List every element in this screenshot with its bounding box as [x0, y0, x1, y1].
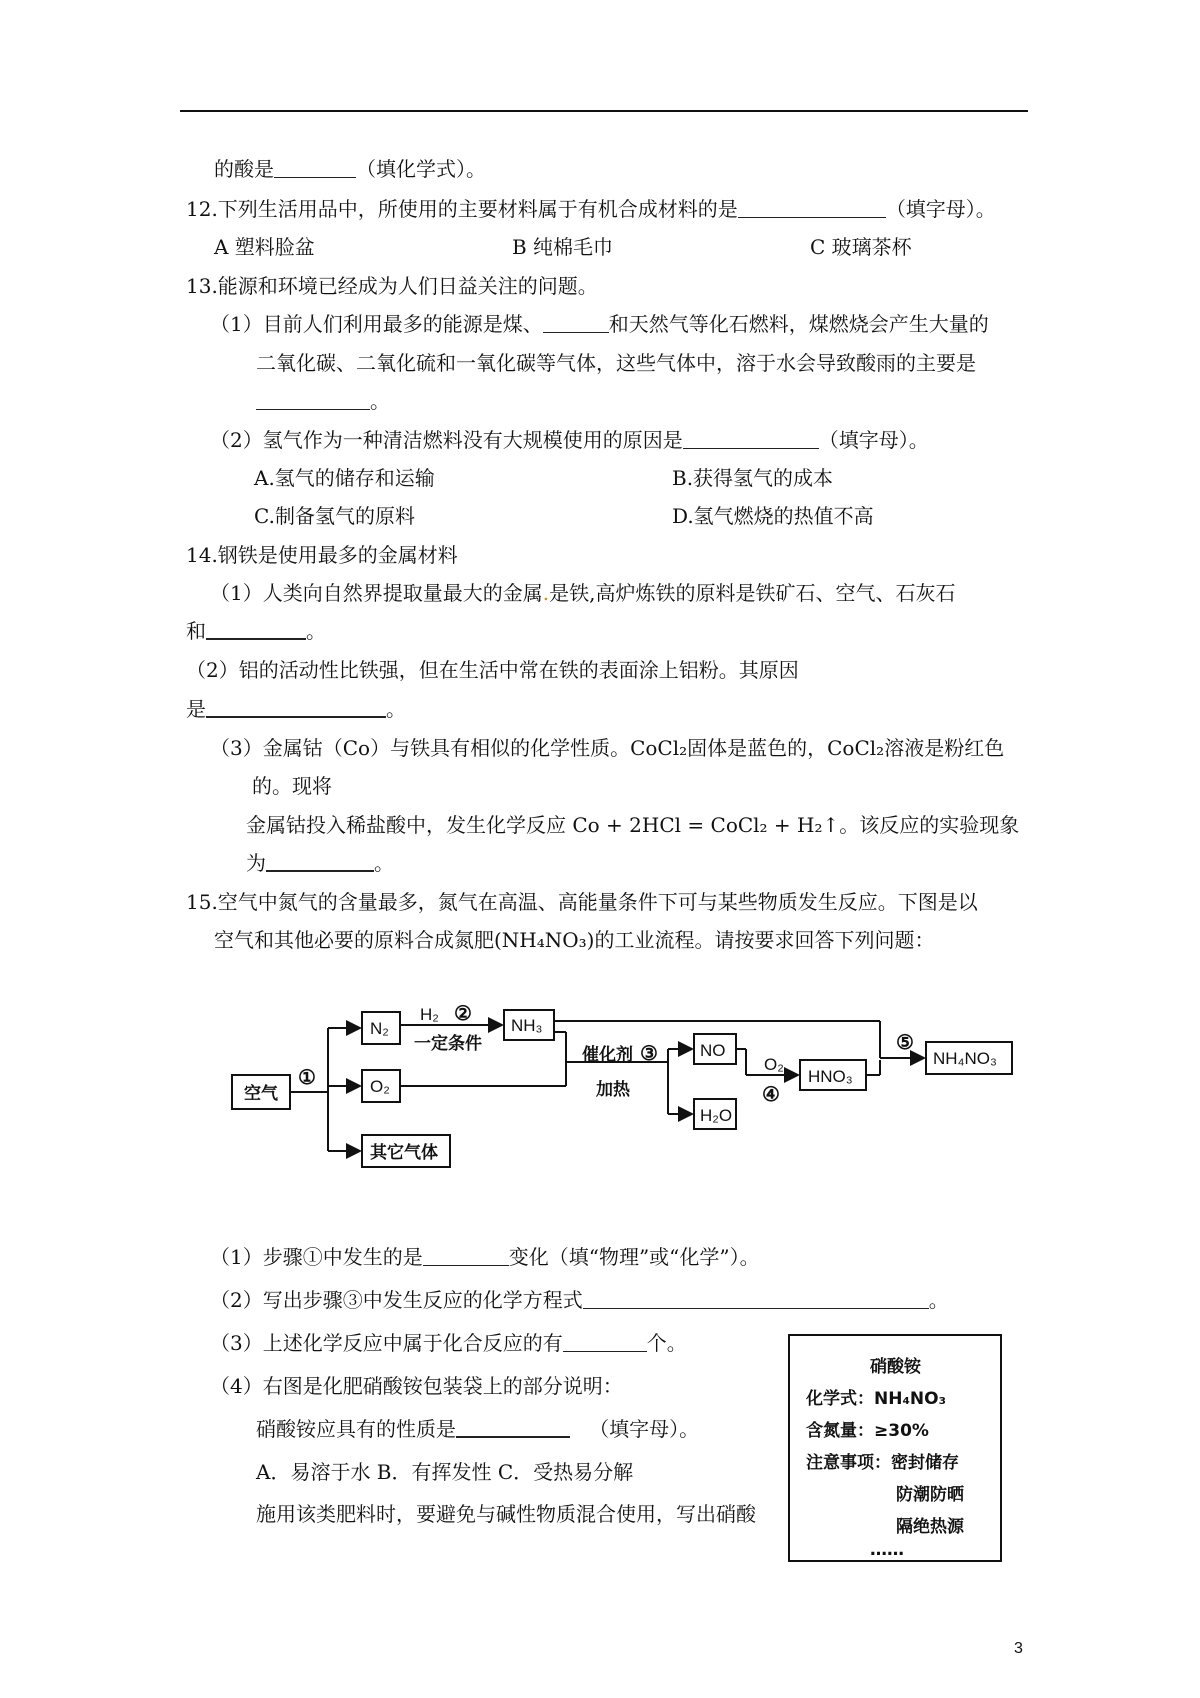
page-number: 3: [1014, 1640, 1023, 1657]
label-notes: 注意事项：密封储存: [806, 1453, 959, 1473]
step-3-label: ③: [640, 1043, 658, 1065]
q13-option-a: A.氢气的储存和运输: [254, 466, 435, 490]
no-label: NO: [700, 1041, 726, 1060]
q14-part3-line2: 的。现将: [252, 774, 332, 798]
question-14: 14.钢铁是使用最多的金属材料: [186, 543, 458, 567]
q14-part2: （2）铝的活动性比铁强，但在生活中常在铁的表面涂上铝粉。其原因: [186, 658, 799, 682]
q15-part4-line4: 施用该类肥料时，要避免与碱性物质混合使用，写出硝酸: [256, 1502, 756, 1526]
q14-part3: （3）金属钴（Co）与铁具有相似的化学性质。CoCl₂固体是蓝色的，CoCl₂溶液是粉红色: [210, 736, 1005, 760]
q12-option-b: B 纯棉毛巾: [512, 235, 614, 259]
air-label: 空气: [244, 1084, 278, 1103]
label-note-2: 防潮防晒: [896, 1485, 964, 1505]
q12-option-c: C 玻璃茶杯: [810, 235, 912, 259]
o2-label: O₂: [370, 1077, 390, 1096]
label-title: 硝酸铵: [870, 1357, 921, 1377]
q15-part2: （2）写出步骤③中发生反应的化学方程式 。: [210, 1288, 949, 1312]
nh3-label: NH₃: [511, 1016, 543, 1035]
label-nitrogen: 含氮量：≥30%: [806, 1421, 929, 1441]
q14-part1-line2: 和 。: [186, 619, 326, 643]
q12-option-a: A 塑料脸盆: [214, 235, 315, 259]
h2-label: H₂: [420, 1005, 439, 1024]
q15-part4-options: A．易溶于水 B．有挥发性 C．受热易分解: [256, 1460, 634, 1484]
question-12: 12.下列生活用品中，所使用的主要材料属于有机合成材料的是 （填字母）。: [186, 197, 996, 221]
q13-part1: （1）目前人们利用最多的能源是煤、 和天然气等化石燃料，煤燃烧会产生大量的: [210, 312, 989, 336]
q15-part4-line2: 硝酸铵应具有的性质是 （填字母）。: [256, 1417, 700, 1441]
step-4-label: ④: [762, 1084, 780, 1106]
q14-part3-line3: 金属钴投入稀盐酸中，发生化学反应 Co + 2HCl = CoCl₂ + H₂↑。该反应的实验现象: [246, 813, 1020, 837]
q15-part4: （4）右图是化肥硝酸铵包装袋上的部分说明：: [210, 1374, 623, 1398]
q15-part3: （3）上述化学反应中属于化合反应的有 个。: [210, 1331, 687, 1355]
line-acid: 的酸是 （填化学式）。: [214, 157, 486, 181]
q13-option-b: B.获得氢气的成本: [672, 466, 834, 490]
q13-option-c: C.制备氢气的原料: [254, 504, 415, 528]
step-5-label: ⑤: [896, 1032, 914, 1054]
question-15: 15.空气中氮气的含量最多，氮气在高温、高能量条件下可与某些物质发生反应。下图是以: [186, 890, 978, 914]
step-1-label: ①: [298, 1067, 316, 1089]
condition-label: 一定条件: [414, 1034, 482, 1053]
q13-option-d: D.氢气燃烧的热值不高: [672, 504, 874, 528]
question-15-line2: 空气和其他必要的原料合成氮肥(NH₄NO₃)的工业流程。请按要求回答下列问题：: [214, 928, 935, 952]
hno3-label: HNO₃: [808, 1067, 853, 1086]
label-more: ……: [870, 1540, 904, 1560]
q13-part1-line3: 。: [256, 388, 390, 414]
q13-part1-line2: 二氧化碳、二氧化硫和一氧化碳等气体，这些气体中，溶于水会导致酸雨的主要是: [256, 351, 976, 375]
step-2-label: ②: [454, 1003, 472, 1025]
catalyst-label: 催化剂: [582, 1045, 633, 1064]
q15-part1: （1）步骤①中发生的是 变化（填“物理”或“化学”）。: [210, 1245, 760, 1269]
h2o-label: H₂O: [700, 1106, 733, 1125]
q14-part2-line2: 是 。: [186, 697, 406, 721]
q14-part3-line4: 为 。: [246, 851, 394, 875]
question-13: 13.能源和环境已经成为人们日益关注的问题。: [186, 274, 598, 298]
n2-label: N₂: [370, 1019, 389, 1038]
heat-label: 加热: [596, 1080, 630, 1099]
fertilizer-label-box: [788, 1334, 1002, 1562]
q14-part1: （1）人类向自然界提取量最大的金属.是铁,高炉炼铁的原料是铁矿石、空气、石灰石: [210, 581, 956, 605]
label-note-3: 隔绝热源: [896, 1517, 964, 1537]
label-formula: 化学式：NH₄NO₃: [806, 1389, 947, 1409]
nh4no3-label: NH₄NO₃: [933, 1049, 997, 1068]
other-gas-label: 其它气体: [370, 1143, 438, 1162]
q13-part2: （2）氢气作为一种清洁燃料没有大规模使用的原因是 （填字母）。: [210, 428, 929, 452]
o2-step4-label: O₂: [764, 1055, 784, 1074]
